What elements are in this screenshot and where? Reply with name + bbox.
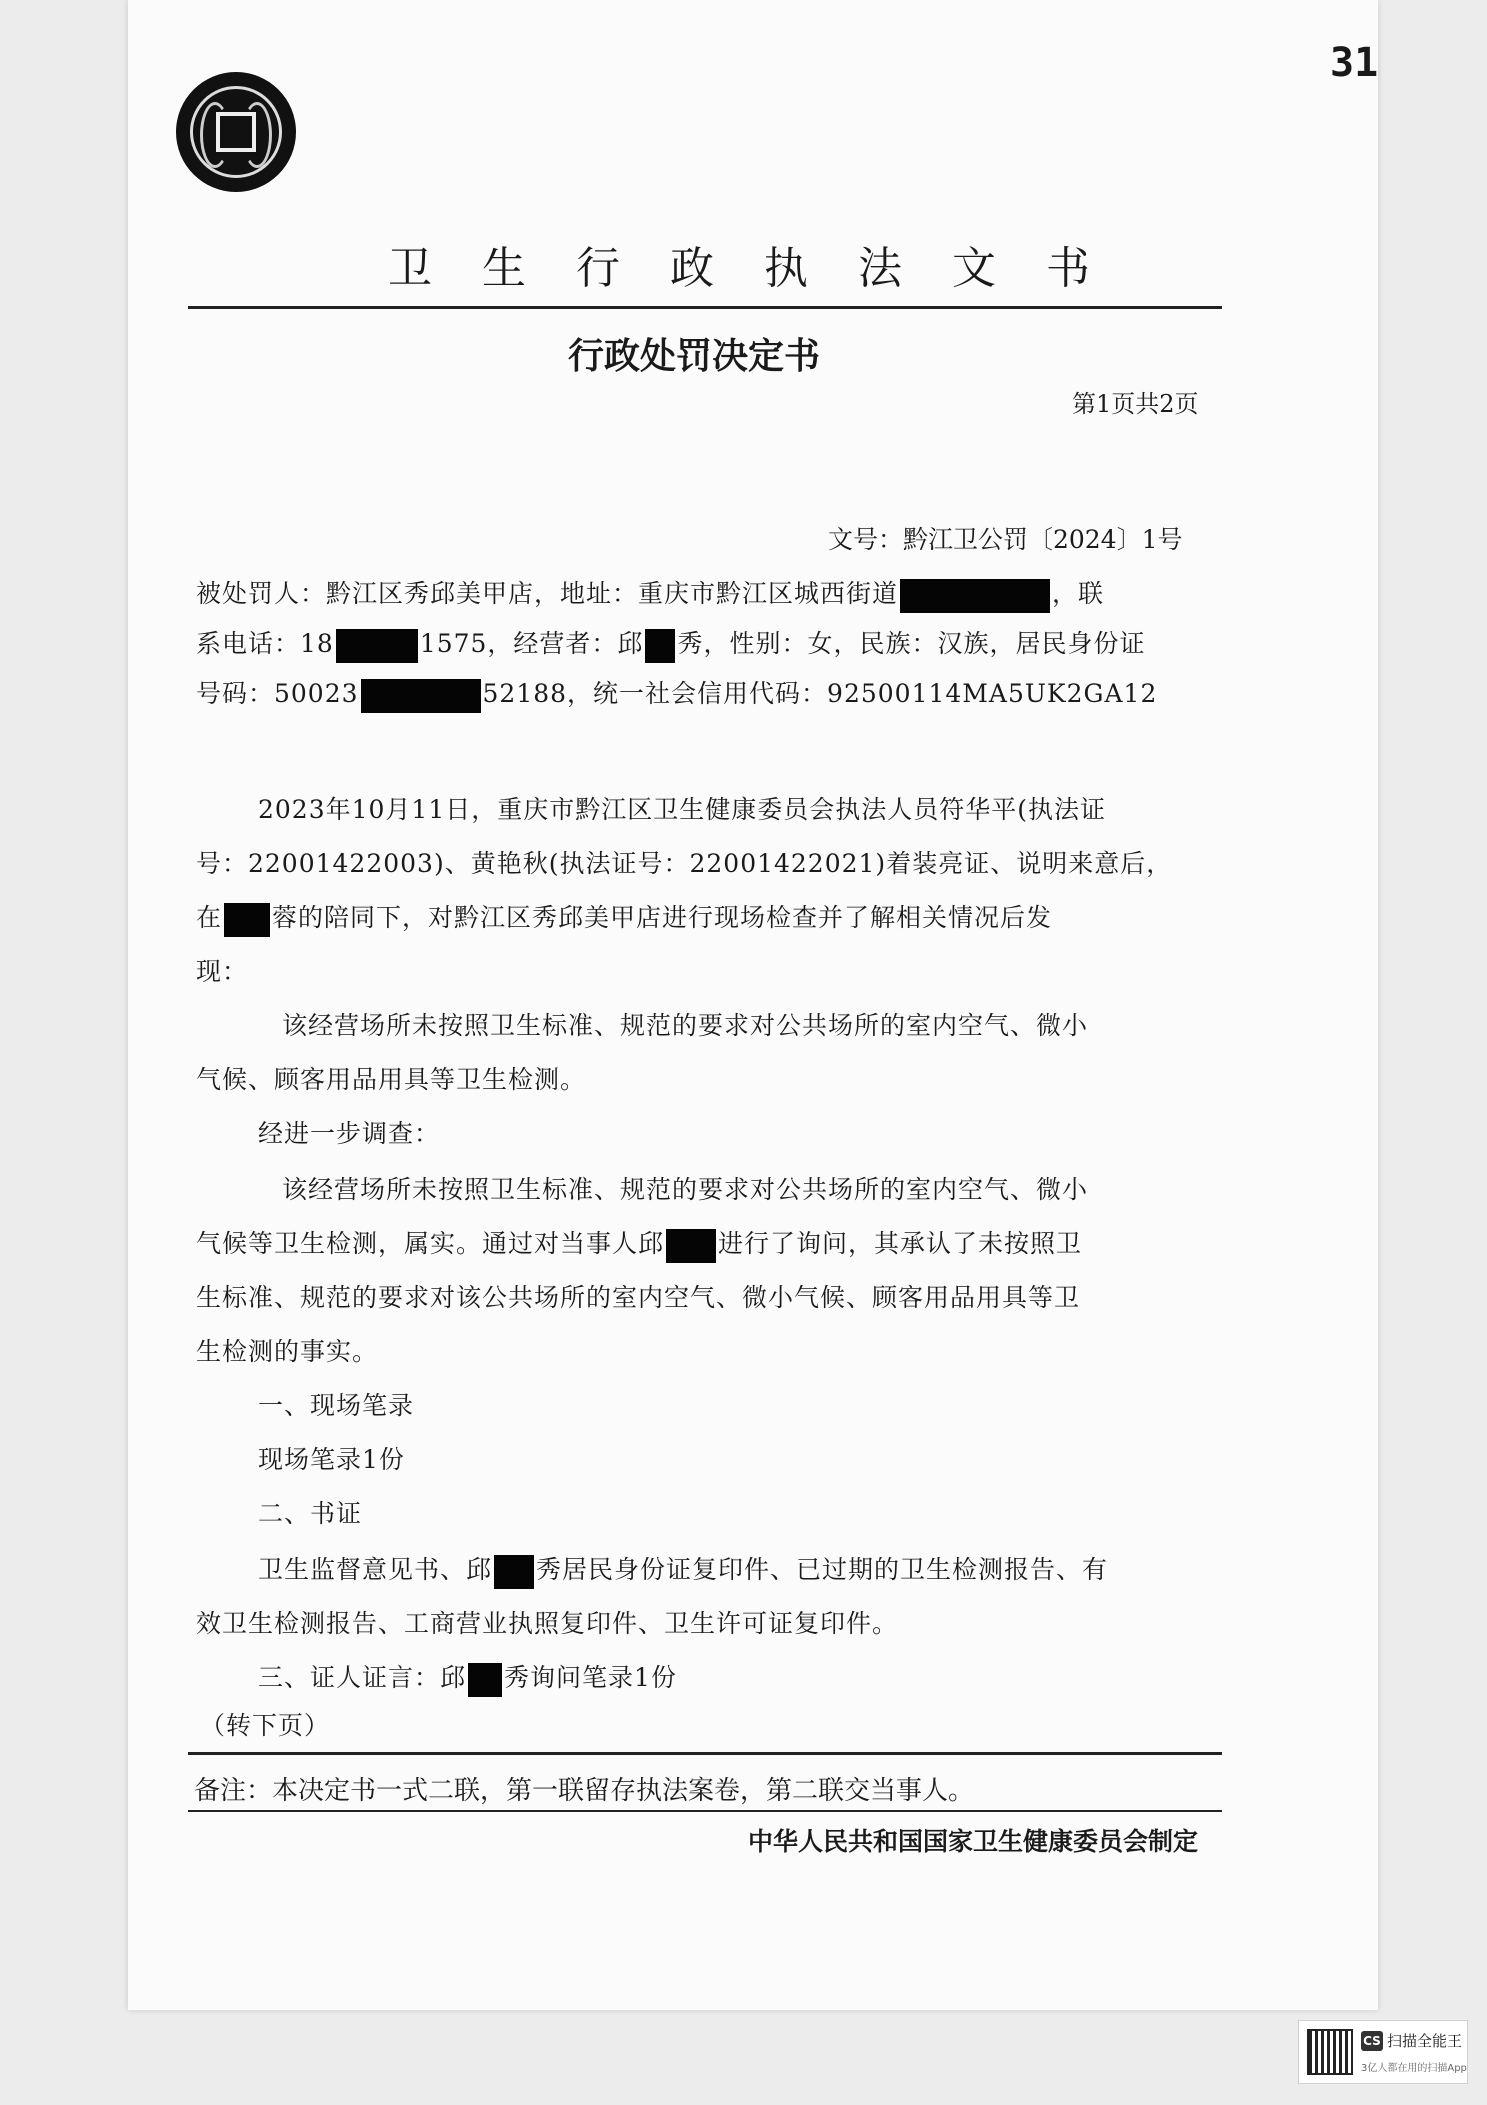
note-rule-top bbox=[188, 1752, 1222, 1755]
party-line-1: 被处罚人：黔江区秀邱美甲店，地址：重庆市黔江区城西街道 ，联 bbox=[196, 574, 1104, 613]
body-line: 经进一步调查： bbox=[258, 1119, 441, 1148]
document-number: 文号：黔江卫公罚〔2024〕1号 bbox=[828, 525, 1183, 554]
redaction-bar bbox=[666, 1229, 716, 1263]
qr-code-icon bbox=[1307, 2029, 1353, 2075]
body-line: 该经营场所未按照卫生标准、规范的要求对公共场所的室内空气、微小 bbox=[282, 1011, 1089, 1040]
section-heading: 二、书证 bbox=[258, 1499, 363, 1528]
page-number: 31 bbox=[1330, 40, 1379, 86]
body-line: 在 蓉的陪同下，对黔江区秀邱美甲店进行现场检查并了解相关情况后发 bbox=[196, 898, 1052, 937]
camscanner-logo-icon: CS bbox=[1361, 2031, 1383, 2051]
emblem-seal-icon bbox=[176, 72, 296, 192]
continued-label: （转下页） bbox=[200, 1711, 331, 1740]
body-line: 气候等卫生检测，属实。通过对当事人邱 进行了询问，其承认了未按照卫 bbox=[196, 1224, 1082, 1263]
redaction-bar bbox=[361, 679, 481, 713]
body-line: 气候、顾客用品用具等卫生检测。 bbox=[196, 1065, 587, 1094]
party-line-2: 系电话：18 1575，经营者：邱 秀，性别：女，民族：汉族，居民身份证 bbox=[196, 624, 1145, 663]
header-rule bbox=[188, 306, 1222, 309]
body-line: 生标准、规范的要求对该公共场所的室内空气、微小气候、顾客用品用具等卫 bbox=[196, 1283, 1081, 1312]
note-rule-bottom bbox=[188, 1810, 1222, 1812]
body-line: 号：22001422003)、黄艳秋(执法证号：22001422021)着装亮证、说明来意后， bbox=[196, 849, 1173, 878]
redaction-bar bbox=[336, 629, 418, 663]
party-line-3: 号码：50023 52188，统一社会信用代码：92500114MA5UK2GA12 bbox=[196, 674, 1157, 713]
section-heading: 一、现场笔录 bbox=[258, 1391, 415, 1420]
redaction-bar bbox=[645, 629, 675, 663]
body-line: 现： bbox=[196, 957, 249, 986]
body-line: 生检测的事实。 bbox=[196, 1337, 379, 1366]
page-indicator: 第1页共2页 bbox=[1072, 390, 1199, 418]
scanner-app-tagline: 3亿人都在用的扫描App bbox=[1361, 2063, 1467, 2074]
redaction-bar bbox=[468, 1663, 502, 1697]
redaction-bar bbox=[900, 579, 1050, 613]
body-line: 该经营场所未按照卫生标准、规范的要求对公共场所的室内空气、微小 bbox=[282, 1175, 1089, 1204]
header-title: 卫生行政执法文书 bbox=[388, 243, 1140, 294]
redaction-bar bbox=[494, 1555, 534, 1589]
section-value: 现场笔录1份 bbox=[258, 1445, 405, 1474]
scanner-app-name: 扫描全能王 bbox=[1387, 2032, 1463, 2050]
section-value: 效卫生检测报告、工商营业执照复印件、卫生许可证复印件。 bbox=[196, 1609, 899, 1638]
redaction-bar bbox=[224, 903, 270, 937]
scanner-watermark-badge bbox=[1298, 2020, 1468, 2084]
issuer-footer: 中华人民共和国国家卫生健康委员会制定 bbox=[748, 1827, 1199, 1856]
document-title: 行政处罚决定书 bbox=[568, 336, 821, 377]
remarks-note: 备注：本决定书一式二联，第一联留存执法案卷，第二联交当事人。 bbox=[194, 1776, 975, 1806]
section-value: 卫生监督意见书、邱 秀居民身份证复印件、已过期的卫生检测报告、有 bbox=[258, 1550, 1108, 1589]
body-line: 2023年10月11日，重庆市黔江区卫生健康委员会执法人员符华平(执法证 bbox=[258, 795, 1107, 824]
section-heading: 三、证人证言：邱 秀询问笔录1份 bbox=[258, 1658, 677, 1697]
